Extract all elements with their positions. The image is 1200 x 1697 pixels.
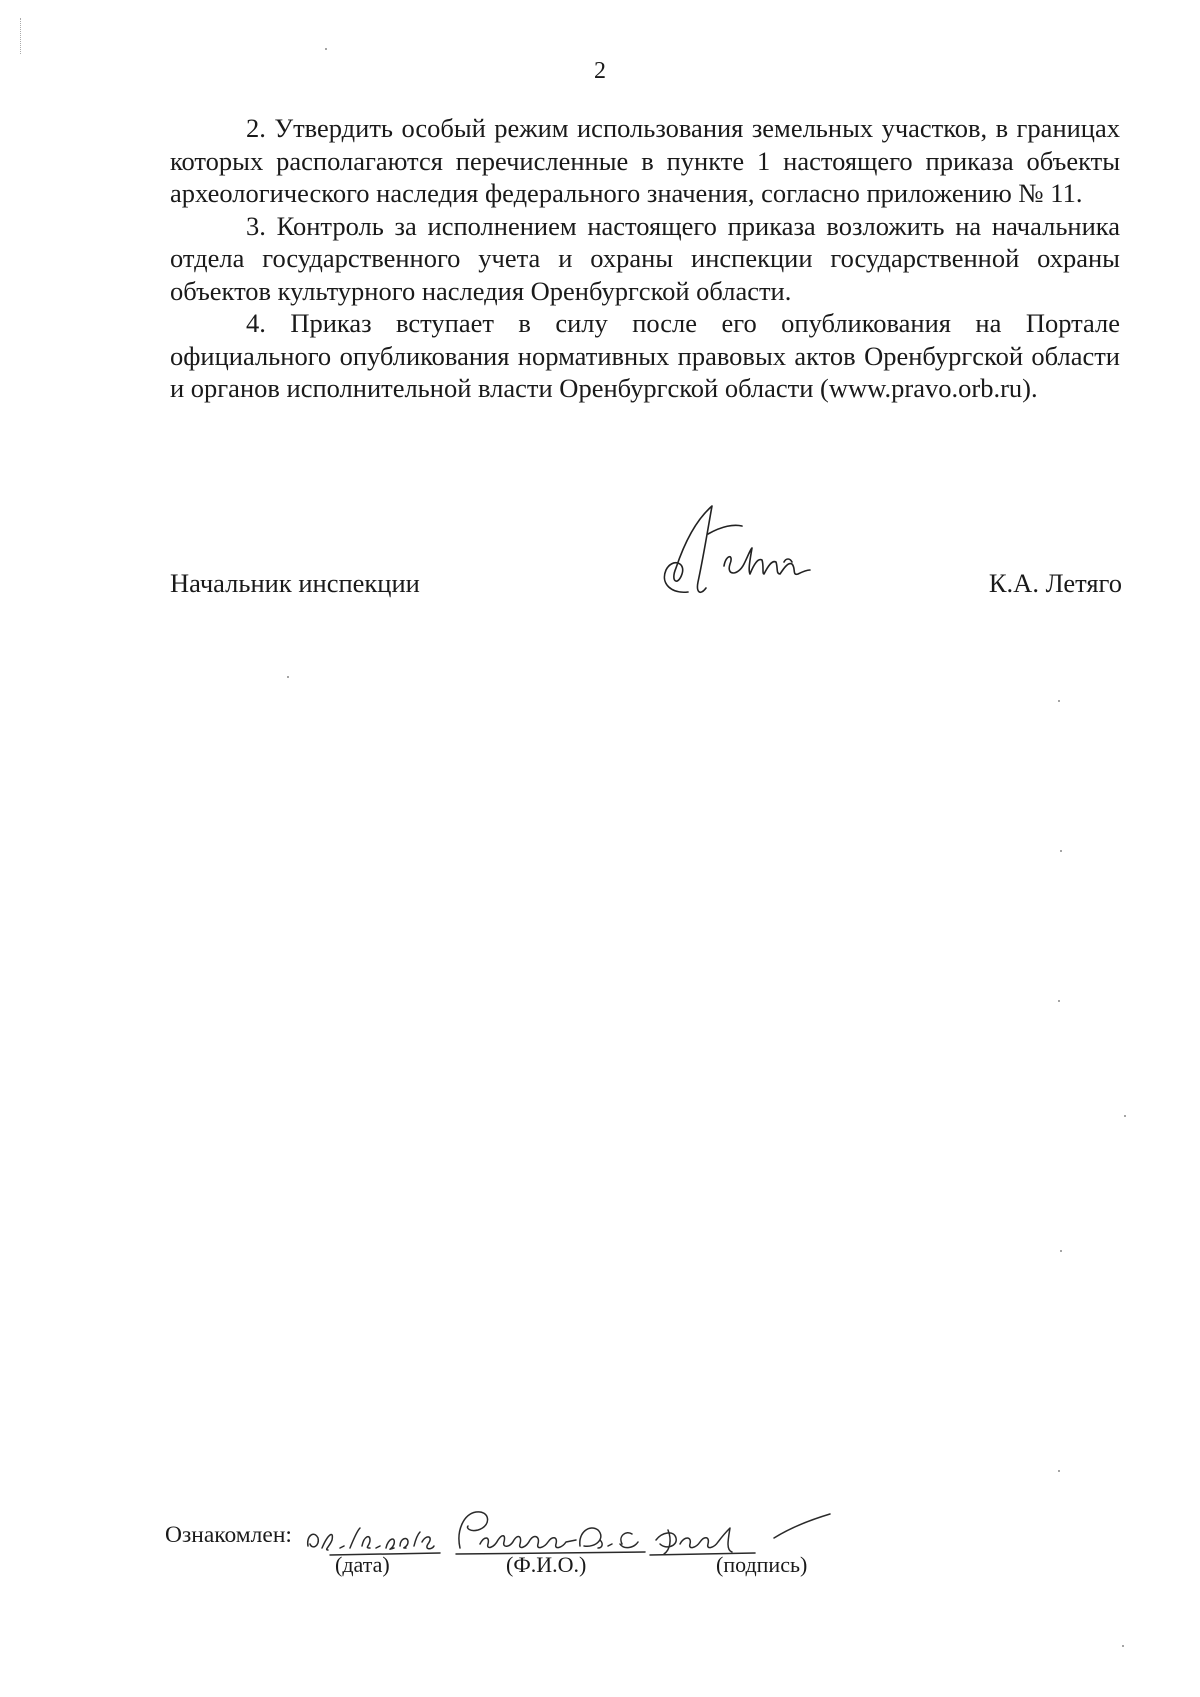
paragraph-4: 4. Приказ вступает в силу после его опубликования на Портале официального опубликования нормативных правовых актов Оренбургской области и органов исполнительной власти Оренбургской области (www.pravo.orb.ru).: [170, 308, 1120, 403]
scan-speck: [1058, 700, 1060, 702]
scan-speck: [1058, 1470, 1060, 1472]
caption-signature: (подпись): [716, 1552, 808, 1577]
paragraph-3: 3. Контроль за исполнением настоящего приказа возложить на начальника отдела государственного учета и охраны инспекции государственной охраны объектов культурного наследия Оренбургской области.: [170, 210, 1120, 306]
handwritten-signature: [652, 504, 822, 609]
page-number: 2: [594, 58, 606, 84]
document-body: [170, 112, 1120, 405]
acknowledgement-label: Ознакомлен:: [165, 1522, 292, 1548]
scan-speck: [287, 676, 289, 678]
scan-speck: [325, 48, 327, 50]
signatory-name: К.А. Летяго: [988, 568, 1122, 598]
acknowledgement-handwriting: [300, 1500, 920, 1575]
scan-edge-marks: [20, 18, 22, 54]
caption-date: (дата): [335, 1552, 390, 1577]
paragraph-2: 2. Утвердить особый режим использования земельных участков, в границах которых располагаются перечисленные в пункте 1 настоящего приказа объекты археологического наследия федерального значения, согласно приложению № 11.: [170, 113, 1120, 208]
scan-speck: [1122, 1645, 1124, 1647]
scan-speck: [1060, 850, 1062, 852]
scan-speck: [1058, 1000, 1060, 1002]
signatory-position: Начальник инспекции: [170, 568, 420, 598]
caption-fio: (Ф.И.О.): [506, 1552, 587, 1577]
scan-speck: [1124, 1115, 1126, 1117]
scan-speck: [1060, 1250, 1062, 1252]
